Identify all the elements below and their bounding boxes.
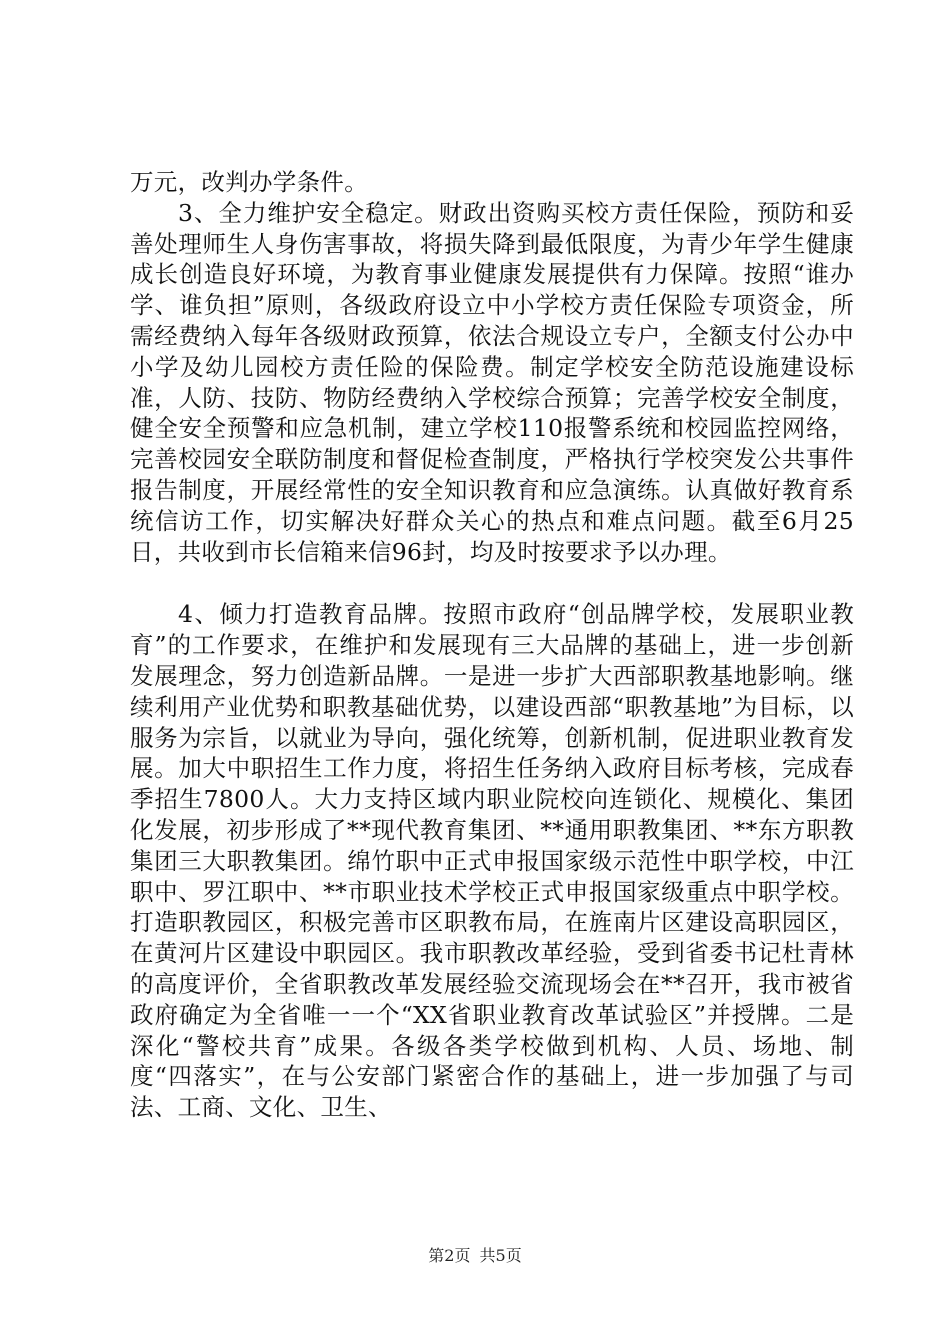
- paragraph-education-brand: 4、倾力打造教育品牌。按照市政府“创品牌学校，发展职业教育”的工作要求，在维护和发展现有三大品牌的基础上，进一步创新发展理念，努力创造新品牌。一是进一步扩大西部职教基地影响。继续利用产业优势和职教基础优势，以建设西部“职教基地”为目标，以服务为宗旨，以就业为导向，强化统筹，创新机制，促进职业教育发展。加大中职招生工作力度，将招生任务纳入政府目标考核，完成春季招生7800人。大力支持区域内职业院校向连锁化、规模化、集团化发展，初步形成了**现代教育集团、**通用职教集团、**东方职教集团三大职教集团。绵竹职中正式申报国家级示范性中职学校，中江职中、罗江职中、**市职业技术学校正式申报国家级重点中职学校。打造职教园区，积极完善市区职教布局，在旌南片区建设高职园区，在黄河片区建设中职园区。我市职教改革经验，受到省委书记杜青林的高度评价，全省职教改革发展经验交流现场会在**召开，我市被省政府确定为全省唯一一个“XX省职业教育改革试验区”并授牌。二是深化“警校共育”成果。各级各类学校做到机构、人员、场地、制度“四落实”，在与公安部门紧密合作的基础上，进一步加强了与司法、工商、文化、卫生、: [130, 600, 854, 1122]
- total-pages: 共5页: [479, 1246, 522, 1265]
- document-body: [130, 167, 854, 1123]
- page-footer: [0, 1243, 950, 1266]
- paragraph-continuation: 万元，改判办学条件。: [130, 168, 368, 196]
- page-number: 第2页: [428, 1246, 471, 1265]
- paragraph-safety-stability: 3、全力维护安全稳定。财政出资购买校方责任保险，预防和妥善处理师生人身伤害事故，将损失降到最低限度，为青少年学生健康成长创造良好环境，为教育事业健康发展提供有力保障。按照“谁办学、谁负担”原则，各级政府设立中小学校方责任保险专项资金，所需经费纳入每年各级财政预算，依法合规设立专户，全额支付公办中小学及幼儿园校方责任险的保险费。制定学校安全防范设施建设标准，人防、技防、物防经费纳入学校综合预算；完善学校安全制度，健全安全预警和应急机制，建立学校110报警系统和校园监控网络，完善校园安全联防制度和督促检查制度，严格执行学校突发公共事件报告制度，开展经常性的安全知识教育和应急演练。认真做好教育系统信访工作，切实解决好群众关心的热点和难点问题。截至6月25日，共收到市长信箱来信96封，均及时按要求予以办理。: [130, 198, 854, 566]
